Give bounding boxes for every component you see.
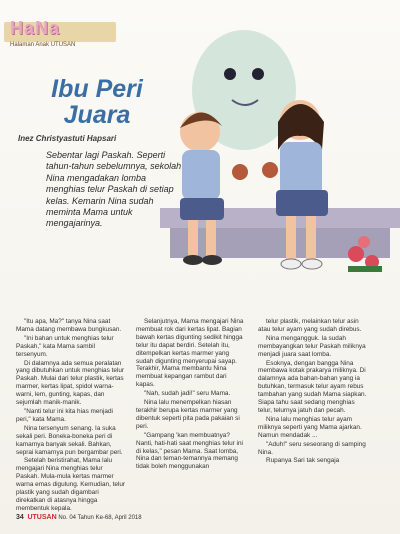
story-intro [46,150,186,230]
rubric-logo [4,16,116,50]
story-illustration [160,10,400,310]
rubric-title: HaNa [10,18,61,38]
column-2 [136,318,246,472]
col1-para: Nina tersenyum senang. Ia suka sekali peri. Boneka-boneka peri di kamarnya banyak sekali. Bahkan, seprai kamarnya pun bergambar peri. [16,424,123,456]
page-footer [16,514,142,521]
story-author: Inez Christyastuti Hapsari [18,134,117,143]
magazine-name: UTUSAN [27,514,57,521]
rubric-subtitle: Halaman Anak UTUSAN [10,42,76,48]
col1-para: Setelah beristirahat, Mama lalu mengajari Nina menghias telur Paskah. Mula-mula kertas marmer warna emas digulung. Kemudian, telur plastik yang sudah digambari direkatkan di atasnya hingga membentuk kepala. [16,457,126,512]
col1-para: "Nanti telur ini kita hias menjadi peri," kata Mama. [16,407,113,423]
story-title-line2: Juara [63,101,131,129]
col2-para: "Nah, sudah jadi!" seru Mama. [144,390,231,398]
issue-info: No. 04 Tahun Ke-68, April 2018 [58,515,142,521]
col2-para: Selanjutnya, Mama mengajari Nina membuat rok dari kertas lipat. Bagian bawah kertas digunting sedikit hingga telur itu dapat berdiri. Setelah itu, ditempelkan kertas marmer yang sudah digunting menyerupai sayap. Terakhir, Mama membantu Nina membuat kepangan rambut dari kapas. [136,318,244,389]
col1-para: Di dalamnya ada semua peralatan yang dibutuhkan untuk menghias telur Paskah. Mulai dari telur plastik, kertas marmer, kertas lipat, spidol warna-warni, lem, gunting, kapas, dan sejumlah manik-manik. [16,359,125,407]
col3-para: Nina mengangguk. Ia sudah membayangkan telur Paskah miliknya menjadi juara saat lomba. [258,334,366,358]
column-1 [16,318,126,514]
story-title [22,76,172,128]
col3-para: Esoknya, dengan bangga Nina membawa kotak prakarya miliknya. Di dalamnya ada bahan-bahan yang ia butuhkan, termasuk telur ayam rebus tambahan yang sudah Mama siapkan. Siapa tahu saat sedang menghias telur, telurnya jatuh dan pecah. [258,359,367,414]
col3-para: telur plastik, melainkan telur asin atau telur ayam yang sudah direbus. [258,318,362,333]
col2-para: Nina lalu menempelkan hiasan terakhir berupa kertas marmer yang dibentuk seperti pita pada pakaian si peri. [136,399,240,430]
story-title-line1: Ibu Peri [51,75,143,103]
col3-para: Rupanya Sari tak sengaja [266,457,340,465]
col1-para: "Itu apa, Ma?" tanya Nina saat Mama datang membawa bungkusan. [16,318,122,333]
page-number: 34 [16,514,24,521]
col3-para: "Aduh!" seru seseorang di samping Nina. [258,440,366,456]
col1-para: "Ini bahan untuk menghias telur Paskah," kata Mama sambil tersenyum. [16,334,114,358]
col3-para: Nina lalu menghias telur ayam miliknya seperti yang Mama ajarkan. Namun mendadak ... [258,415,362,439]
intro-text: Sebentar lagi Paskah. Seperti tahun-tahun sebelumnya, sekolah Nina mengadakan lomba menghias telur Paskah di setiap kelas. Kemarin Nina sudah meminta Mama untuk mengajarinya. [46,150,182,229]
col2-para: "Gampang 'kan membuatnya? Nanti, hati-hati saat menghias telur ini di kelas," pesan Mama. Saat lomba, Nina dan teman-temannya memang tidak boleh menggunakan [136,431,243,471]
column-3 [258,318,368,466]
